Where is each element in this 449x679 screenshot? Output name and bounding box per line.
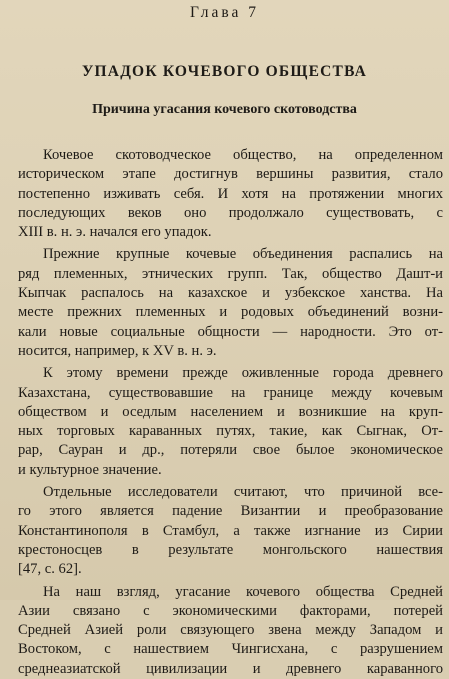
text-line: месте прежних племенных и родовых объединений возни- <box>18 304 443 321</box>
text-line: Азии связано с экономическими факторами, потерей <box>18 602 443 619</box>
text-line: XIII в. н. э. начался его упадок. <box>18 224 212 241</box>
body-text <box>0 146 449 679</box>
text-line: среднеазиатской цивилизации и древнего караванного <box>18 660 443 677</box>
text-line: [47, с. 62]. <box>18 561 82 578</box>
text-line: Константинополя в Стамбул, а также изгнание из Сирии <box>18 522 443 539</box>
text-line: Кыпчак распалось на казахское и узбекское ханства. На <box>18 285 443 302</box>
text-line: Востоком, с нашествием Чингисхана, с разрушением <box>18 641 443 658</box>
text-line: Отдельные исследователи считают, что причиной все- <box>43 484 443 501</box>
chapter-heading: Глава 7 <box>189 4 260 21</box>
text-line: Кочевое скотоводческое общество, на определенном <box>43 147 443 163</box>
text-line: кали новые социальные общности — народности. Это от- <box>18 323 443 340</box>
text-line: ных торговых караванных путях, такие, как Сыгнак, От- <box>18 423 443 440</box>
text-line: К этому времени прежде оживленные города древнего <box>43 365 443 382</box>
text-line: Средней Азией роли связующего звена между Западом и <box>18 622 443 639</box>
text-line: и культурное значение. <box>18 461 162 478</box>
text-line: Казахстана, существовавшие на границе между кочевым <box>18 384 443 401</box>
text-line: го этого является падение Византии и преобразование <box>18 503 443 520</box>
page-title: УПАДОК КОЧЕВОГО ОБЩЕСТВА <box>81 63 368 80</box>
text-line: рар, Сауран и др., потеряли свое былое экономическое <box>18 442 443 459</box>
section-subtitle: Причина угасания кочевого скотоводства <box>92 102 357 117</box>
text-line: историческом этапе достигнув вершины развития, стало <box>18 166 443 183</box>
text-line: последующих веков оно продолжало существовать, с <box>18 204 443 221</box>
text-line: крестоносцев в результате монгольского нашествия <box>18 541 443 558</box>
text-line: носится, например, к XV в. н. э. <box>18 342 217 359</box>
text-line: Прежние крупные кочевые объединения распались на <box>43 246 443 263</box>
text-line: постепенно изживать себя. И хотя на протяжении многих <box>18 185 443 202</box>
text-line: обществом и оседлым населением и возникшие на круп- <box>18 403 443 420</box>
text-line: ряд племенных, этнических групп. Так, общество Дашт-и <box>18 265 443 282</box>
text-line: На наш взгляд, угасание кочевого общества Средней <box>43 583 443 600</box>
